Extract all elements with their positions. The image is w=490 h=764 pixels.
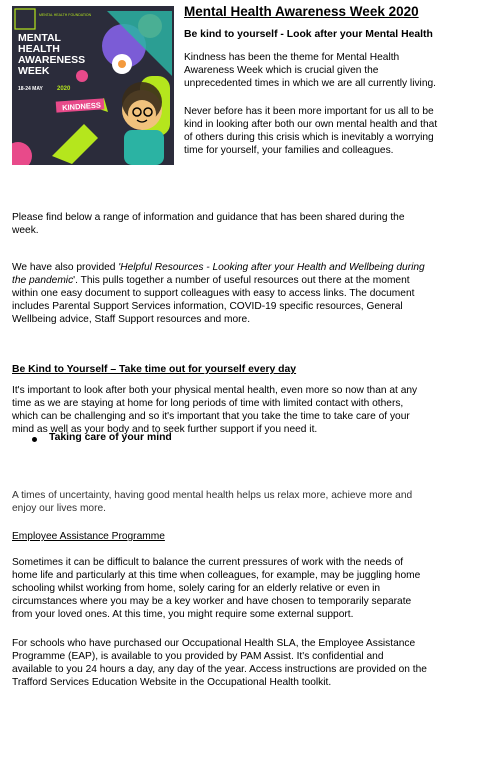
eap-paragraph: Sometimes it can be difficult to balance the current pressures of work with the needs of home life and particularly at this time when colleagues, for example, may be juggling home schooling whilst working from home, solely caring for an elderly relative or even in circumstances where you may be a key worker and have chosen to temporarily separate from your loved ones. At this time, you might require some external support.: [12, 557, 421, 620]
resources-paragraph: We have also provided 'Helpful Resources - Looking after your Health and Wellbeing during the pandemic'. This pulls together a number of useful resources out there at the moment within one easy document to support colleagues with easy to access links. The document includes Parental Support Services information, COVID-19 specific resources, General Wellbeing advice, Staff Support resources and more.: [12, 262, 425, 325]
poster-dates: 18-24 MAY: [18, 86, 43, 92]
poster-year: 2020: [57, 86, 71, 92]
poster-headline-2: HEALTH: [18, 43, 60, 55]
resources-document-title: 'Helpful Resources - Looking after your Health and Wellbeing during: [118, 262, 425, 273]
poster-illustration: [12, 6, 174, 165]
intro-paragraph-1: Kindness has been the theme for Mental Health Awareness Week which is crucial given the unprecedented times in which we are all currently living.: [184, 52, 436, 89]
poster-logo-text: MENTAL HEALTH FOUNDATION: [39, 13, 92, 17]
guidance-paragraph: Please find below a range of information and guidance that has been shared during the week.: [12, 212, 405, 236]
uncertainty-paragraph: A times of uncertainty, having good mental health helps us relax more, achieve more and enjoy our lives more.: [12, 490, 413, 514]
bullet-icon: [32, 437, 37, 442]
section-heading-be-kind: Be Kind to Yourself – Take time out for yourself every day: [12, 364, 297, 375]
poster-headline-3: AWARENESS: [18, 54, 86, 66]
intro-paragraph-2: Never before has it been more important for us all to be kind in looking after both our own mental health and that of others during this crisis which is inevitably a worrying time for yourself, your families and colleagues.: [184, 106, 438, 156]
page-subtitle: Be kind to yourself - Look after your Mental Health: [184, 29, 433, 40]
page-title: Mental Health Awareness Week 2020: [184, 4, 419, 19]
schools-paragraph: For schools who have purchased our Occupational Health SLA, the Employee Assistance Programme (EAP), is available to you provided by PAM Assist. It's confidential and available to you 24 hours a day, any day of the year. Access instructions are provided on the Trafford Services Education Website in the Occupational Health toolkit.: [12, 638, 427, 688]
poster-headline-4: WEEK: [18, 65, 50, 77]
poster-badge: KINDNESS: [61, 100, 102, 113]
eap-heading: Employee Assistance Programme: [12, 531, 165, 542]
be-kind-paragraph: It's important to look after both your physical mental health, even more so now than at any time as we are staying at home for long periods of time with limited contact with others, which can be challenging and so it's important that you take the time to take care of your mind as well as your body and to seek further support if you need it.: [12, 385, 418, 435]
poster-headline-1: MENTAL: [18, 32, 61, 44]
bullet-taking-care: Taking care of your mind: [49, 432, 172, 443]
awareness-week-poster: [12, 6, 174, 165]
